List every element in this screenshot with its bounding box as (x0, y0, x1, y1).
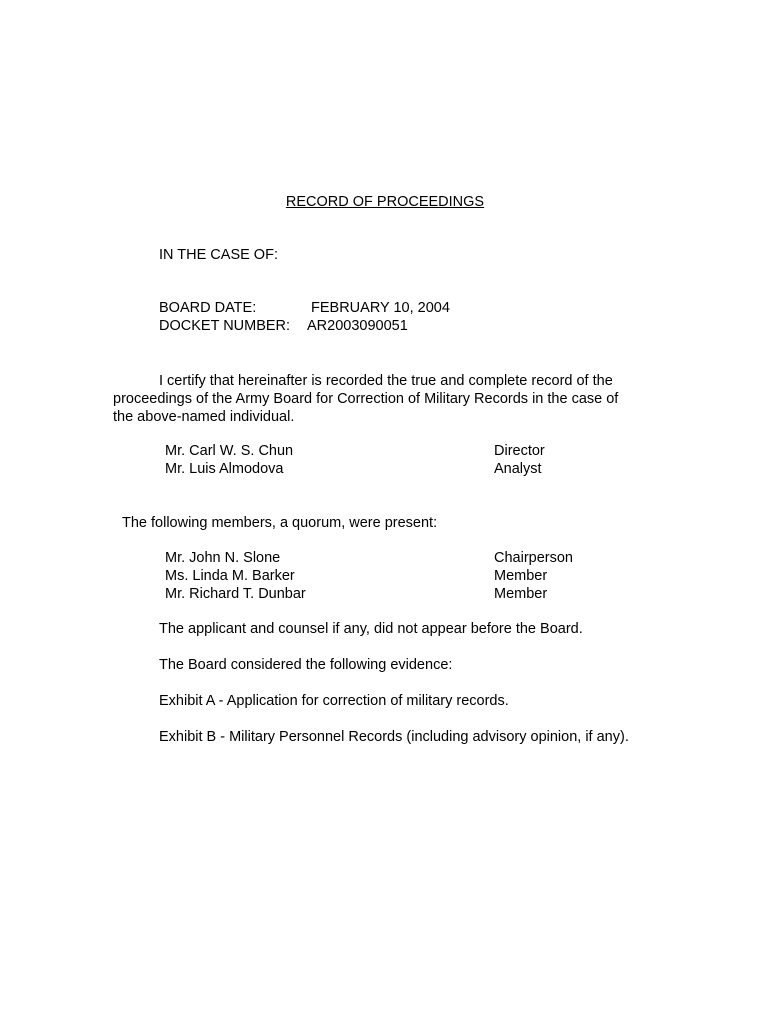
exhibit-b: Exhibit B - Military Personnel Records (including advisory opinion, if any). (159, 729, 629, 745)
staff-name: Mr. Luis Almodova (165, 461, 284, 477)
member-name: Ms. Linda M. Barker (165, 568, 295, 584)
member-name: Mr. Richard T. Dunbar (165, 586, 306, 602)
docket-number-value: AR2003090051 (307, 318, 408, 334)
exhibit-a: Exhibit A - Application for correction of military records. (159, 693, 509, 709)
staff-role: Director (494, 443, 545, 459)
member-role: Member (494, 568, 548, 584)
case-of-label: IN THE CASE OF: (159, 247, 278, 263)
member-role: Member (494, 586, 548, 602)
certification-paragraph (113, 372, 653, 426)
staff-role: Analyst (494, 461, 542, 477)
docket-number-label: DOCKET NUMBER: (159, 318, 291, 334)
board-date-value: FEBRUARY 10, 2004 (311, 300, 450, 316)
appearance-statement: The applicant and counsel if any, did not appear before the Board. (159, 621, 583, 637)
member-name: Mr. John N. Slone (165, 550, 281, 566)
evidence-intro: The Board considered the following evidence: (159, 657, 453, 673)
certification-line: proceedings of the Army Board for Correction of Military Records in the case of (113, 391, 619, 407)
quorum-intro: The following members, a quorum, were present: (122, 515, 438, 531)
member-role: Chairperson (494, 550, 573, 566)
staff-name: Mr. Carl W. S. Chun (165, 443, 294, 459)
certification-line: the above-named individual. (113, 409, 295, 425)
board-date-label: BOARD DATE: (159, 300, 257, 316)
document-title: RECORD OF PROCEEDINGS (285, 194, 485, 210)
certification-line: I certify that hereinafter is recorded the true and complete record of the (159, 373, 613, 389)
